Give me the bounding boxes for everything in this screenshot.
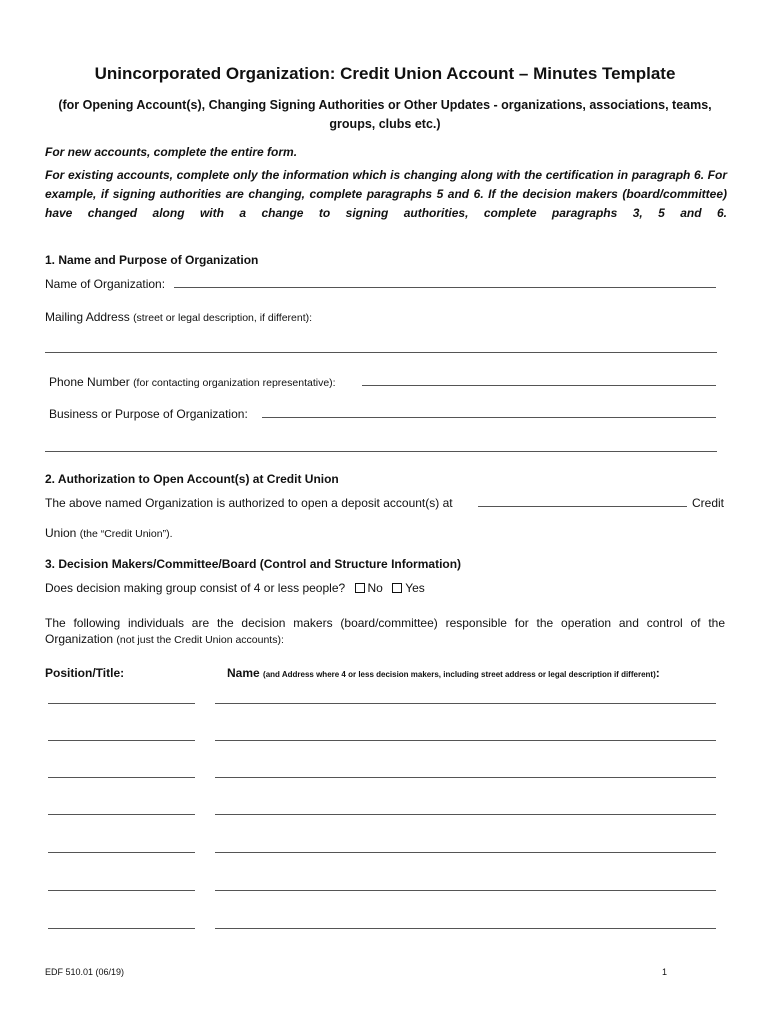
yes-option-label: Yes — [405, 581, 425, 595]
section-3-heading: 3. Decision Makers/Committee/Board (Control and Structure Information) — [45, 557, 462, 571]
position-field-1[interactable] — [48, 703, 195, 704]
authorization-text: The above named Organization is authorized to open a deposit account(s) at — [45, 496, 453, 510]
phone-number-label — [49, 375, 336, 389]
mailing-address-note: (street or legal description, if different): — [133, 312, 313, 324]
name-field-6[interactable] — [215, 890, 716, 891]
no-checkbox[interactable] — [355, 583, 365, 593]
position-field-6[interactable] — [48, 890, 195, 891]
business-purpose-label: Business or Purpose of Organization: — [49, 407, 248, 421]
business-purpose-field-line-2[interactable] — [45, 451, 717, 452]
instruction-existing-accounts: For existing accounts, complete only the information which is changing along with the certification in paragraph 6. For example, if signing authorities are changing, complete paragraphs 5 and 6. If the decision makers (board/committee) have changed along with a change to signing authorities, complete paragraphs 3, 5 and 6. — [45, 168, 727, 220]
decision-group-question-row — [45, 581, 425, 595]
position-title-column-header: Position/Title: — [45, 666, 125, 680]
position-field-3[interactable] — [48, 777, 195, 778]
name-field-2[interactable] — [215, 740, 716, 741]
name-column-label: Name — [227, 666, 260, 680]
page-subtitle: (for Opening Account(s), Changing Signing Authorities or Other Updates - organizations, associations, teams, groups, clubs etc.) — [58, 98, 712, 131]
name-field-7[interactable] — [215, 928, 716, 929]
authorization-text-end: Credit — [692, 496, 725, 510]
name-column-header — [227, 666, 660, 680]
business-purpose-field[interactable] — [262, 417, 716, 418]
page-title: Unincorporated Organization: Credit Union Account – Minutes Template — [94, 64, 676, 83]
page-number: 1 — [662, 967, 668, 977]
name-field-3[interactable] — [215, 777, 716, 778]
organization-name-label: Name of Organization: — [45, 277, 166, 291]
form-identifier: EDF 510.01 (06/19) — [45, 967, 125, 977]
organization-name-field[interactable] — [174, 287, 716, 288]
mailing-address-field[interactable] — [45, 352, 717, 353]
mailing-address-label-text: Mailing Address — [45, 310, 130, 324]
name-field-4[interactable] — [215, 814, 716, 815]
position-field-2[interactable] — [48, 740, 195, 741]
phone-number-field[interactable] — [362, 385, 716, 386]
position-field-7[interactable] — [48, 928, 195, 929]
credit-union-note: (the “Credit Union”). — [79, 528, 173, 540]
no-option-label: No — [367, 581, 383, 595]
decision-group-question: Does decision making group consist of 4 or less people? — [45, 581, 346, 595]
decision-makers-paragraph-line-1: The following individuals are the decision makers (board/committee) responsible for the operation and control of the — [45, 616, 725, 630]
credit-union-name-field[interactable] — [478, 506, 687, 507]
phone-number-label-text: Phone Number — [49, 375, 130, 389]
name-column-note: (and Address where 4 or less decision makers, including street address or legal description if different) — [263, 670, 656, 679]
phone-number-note: (for contacting organization representative): — [133, 377, 336, 389]
yes-checkbox[interactable] — [392, 583, 402, 593]
section-2-heading: 2. Authorization to Open Account(s) at Credit Union — [45, 472, 339, 486]
position-field-5[interactable] — [48, 852, 195, 853]
organization-note: (not just the Credit Union accounts): — [116, 634, 284, 646]
organization-word: Organization — [45, 632, 114, 646]
mailing-address-label — [45, 310, 312, 324]
position-field-4[interactable] — [48, 814, 195, 815]
section-1-heading: 1. Name and Purpose of Organization — [45, 253, 259, 267]
instruction-new-accounts: For new accounts, complete the entire form. — [45, 145, 298, 159]
name-field-1[interactable] — [215, 703, 716, 704]
name-field-5[interactable] — [215, 852, 716, 853]
name-column-colon: : — [655, 666, 660, 680]
decision-makers-paragraph-line-2 — [45, 632, 284, 646]
credit-union-word: Union — [45, 526, 77, 540]
credit-union-definition — [45, 526, 172, 540]
